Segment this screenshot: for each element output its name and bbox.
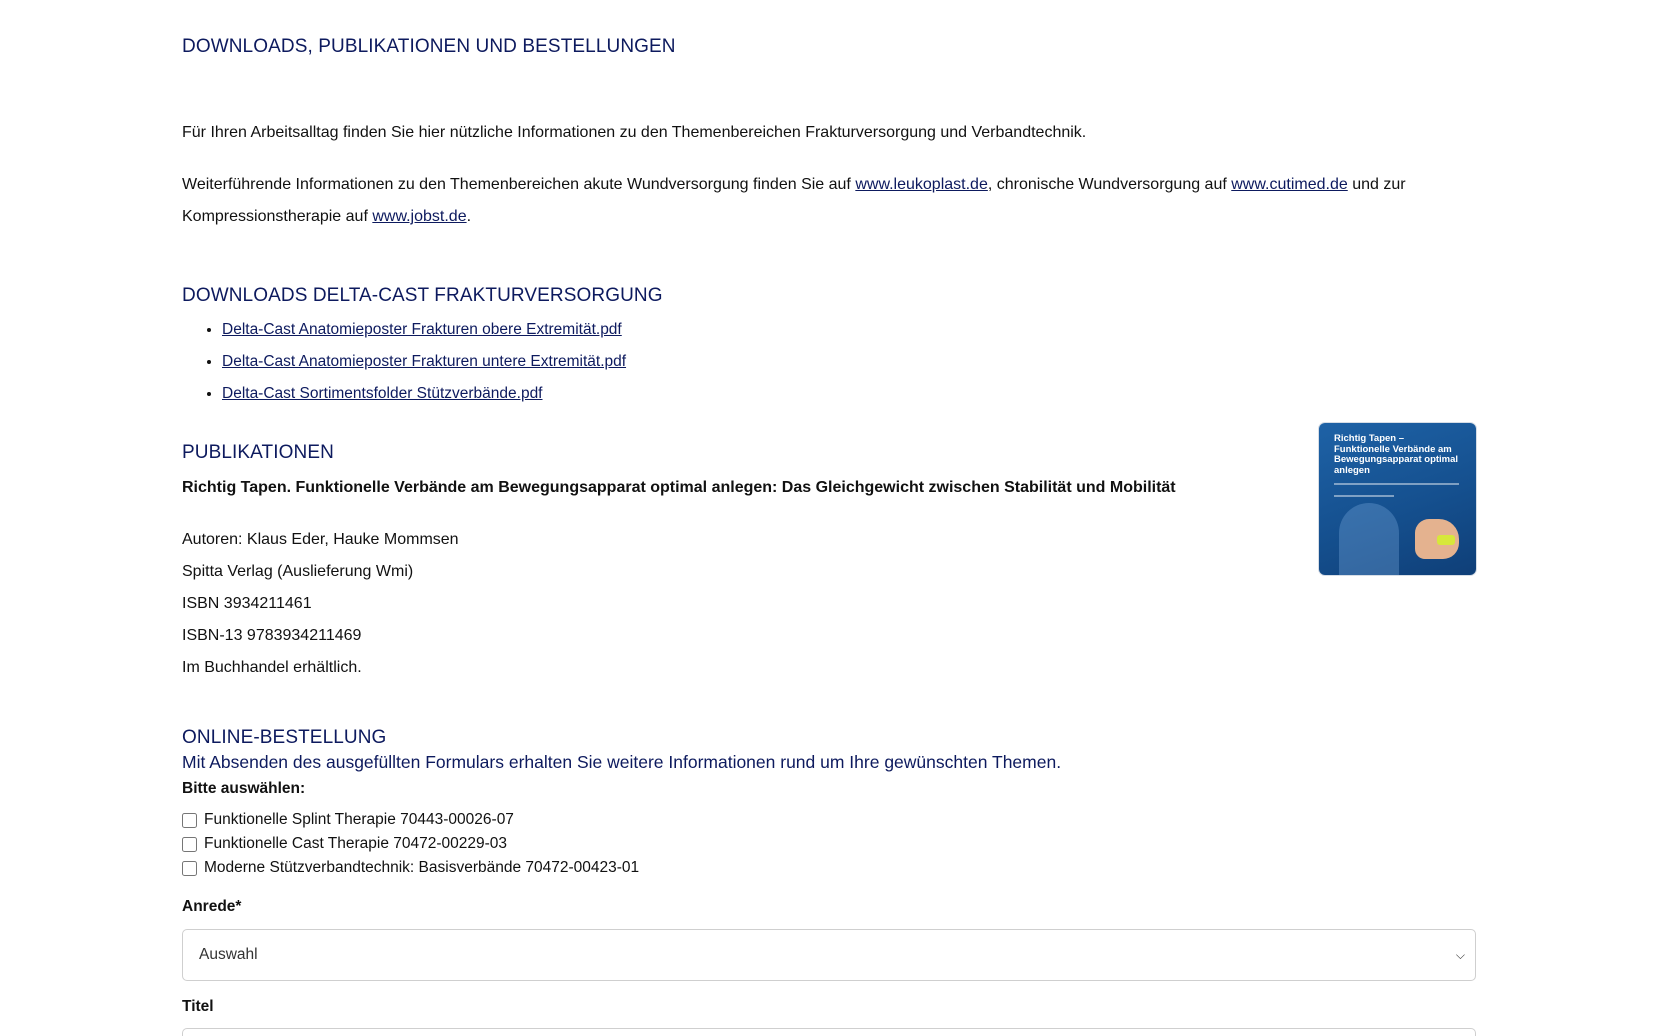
downloads-list [182, 314, 626, 410]
downloads-title: DOWNLOADS DELTA-CAST FRAKTURVERSORGUNG [182, 285, 663, 306]
cover-tape [1437, 535, 1455, 545]
page-title: DOWNLOADS, PUBLIKATIONEN UND BESTELLUNGEN [182, 36, 676, 57]
download-link-sortimentsfolder[interactable]: Delta-Cast Sortimentsfolder Stützverbände.pdf [222, 385, 543, 402]
publications-title: PUBLIKATIONEN [182, 442, 334, 463]
book-details [182, 524, 459, 684]
list-item [222, 314, 626, 346]
intro-mid2: und zur Kompressionstherapie auf [182, 176, 1406, 225]
jobst-link[interactable]: www.jobst.de [372, 208, 467, 225]
cover-figure [1339, 503, 1399, 575]
option-label: Funktionelle Cast Therapie 70472-00229-03 [204, 835, 508, 852]
download-link-obere[interactable]: Delta-Cast Anatomieposter Frakturen obere Extremität.pdf [222, 321, 622, 338]
option-stuetzverband[interactable] [182, 856, 639, 880]
book-isbn: ISBN 3934211461 [182, 595, 312, 612]
option-cast-therapie[interactable] [182, 832, 639, 856]
list-item [222, 346, 626, 378]
cover-authors-line [1334, 495, 1394, 497]
intro-end: . [466, 208, 472, 225]
chevron-down-icon: ⌵ [1455, 947, 1465, 962]
book-availability: Im Buchhandel erhältlich. [182, 659, 362, 676]
book-title: Richtig Tapen. Funktionelle Verbände am Bewegungsapparat optimal anlegen: Das Gleichgewicht zwischen Stabilität und Mobilität [182, 479, 1176, 496]
cover-title: Richtig Tapen – Funktionelle Verbände am Bewegungsapparat optimal anlegen [1334, 433, 1459, 476]
option-cast-checkbox[interactable] [182, 837, 197, 852]
titel-label: Titel [182, 998, 214, 1015]
select-label: Bitte auswählen: [182, 780, 306, 797]
option-label: Funktionelle Splint Therapie 70443-00026-07 [204, 811, 514, 828]
option-label: Moderne Stützverbandtechnik: Basisverbände 70472-00423-01 [204, 859, 640, 876]
list-item [222, 378, 626, 410]
option-stuetzverband-checkbox[interactable] [182, 861, 197, 876]
book-isbn13: ISBN-13 9783934211469 [182, 627, 362, 644]
book-authors: Autoren: Klaus Eder, Hauke Mommsen [182, 531, 459, 548]
cutimed-link[interactable]: www.cutimed.de [1231, 176, 1348, 193]
order-subtitle: Mit Absenden des ausgefüllten Formulars erhalten Sie weitere Informationen rund um Ihre gewünschten Themen. [182, 752, 1062, 772]
anrede-label: Anrede* [182, 898, 242, 915]
book-publisher: Spitta Verlag (Auslieferung Wmi) [182, 563, 414, 580]
titel-input[interactable] [182, 1028, 1476, 1036]
intro-mid: , chronische Wundversorgung auf [987, 176, 1232, 193]
intro-text: Für Ihren Arbeitsalltag finden Sie hier nützliche Informationen zu den Themenbereichen Frakturversorgung und Verbandtechnik. [182, 124, 1087, 141]
option-splint-therapie[interactable] [182, 808, 639, 832]
anrede-select[interactable] [182, 929, 1476, 981]
option-splint-checkbox[interactable] [182, 813, 197, 828]
book-cover-image [1319, 423, 1476, 575]
anrede-selected-value: Auswahl [199, 946, 258, 963]
intro-links-text [182, 169, 1476, 233]
leukoplast-link[interactable]: www.leukoplast.de [855, 176, 988, 193]
intro-prefix: Weiterführende Informationen zu den Themenbereichen akute Wundversorgung finden Sie auf [182, 176, 856, 193]
cover-subtitle-line [1334, 483, 1459, 485]
order-options [182, 808, 639, 880]
download-link-untere[interactable]: Delta-Cast Anatomieposter Frakturen untere Extremität.pdf [222, 353, 627, 370]
order-title: ONLINE-BESTELLUNG [182, 727, 387, 748]
